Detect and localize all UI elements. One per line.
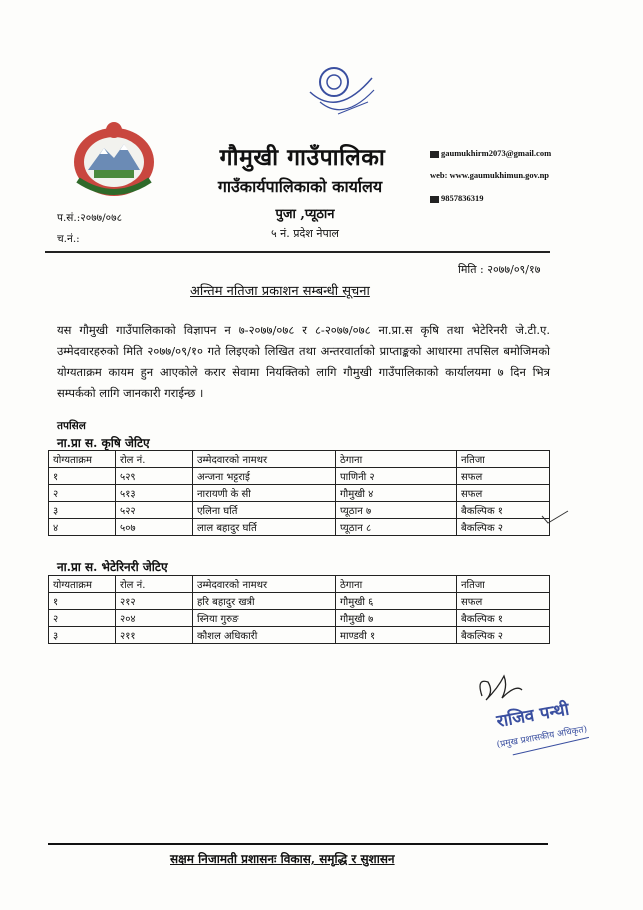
cell-result: सफल [457, 485, 550, 502]
cell-address: पाणिनी २ [336, 468, 457, 485]
cell-name: हरि बहादुर खत्री [193, 593, 336, 610]
municipality-name: गौमुखी गाउँपालिका [219, 144, 386, 171]
cell-result: सफल [457, 593, 550, 610]
header-name: उम्मेदवारको नामथर [193, 576, 336, 593]
cell-rank: ३ [49, 627, 116, 644]
cell-address: गौमुखी ४ [336, 485, 457, 502]
signature-stamp [468, 670, 608, 770]
section-title-veterinary: ना.प्रा स. भेटेरिनरी जेटिए [57, 560, 168, 574]
cell-name: स्निया गुरुङ [193, 610, 336, 627]
cell-rank: १ [49, 593, 116, 610]
footer-divider [48, 843, 548, 845]
reference-number: प.सं.:२०७७/०७८ [57, 212, 123, 224]
cell-name: अन्जना भट्टराई [193, 468, 336, 485]
table-row [49, 519, 550, 536]
cell-result: बैकल्पिक २ [457, 627, 550, 644]
result-table-agriculture [48, 450, 550, 536]
phone-icon [430, 196, 439, 203]
contact-web: web: www.gaumukhimun.gov.np [430, 170, 550, 180]
cell-result: बैकल्पिक १ [457, 610, 550, 627]
cell-result: बैकल्पिक २ [457, 519, 550, 536]
cell-rank: ४ [49, 519, 116, 536]
table-header-row [49, 576, 550, 593]
office-province: ५ नं. प्रदेश नेपाल [270, 227, 340, 240]
tick-mark-icon [540, 508, 570, 526]
cell-roll: ५०७ [116, 519, 193, 536]
cell-roll: २०४ [116, 610, 193, 627]
header-result: नतिजा [457, 576, 550, 593]
footer-slogan: सक्षम निजामती प्रशासनः विकास, समृद्धि र सुशासन [170, 852, 395, 866]
cell-roll: २११ [116, 627, 193, 644]
cell-rank: ३ [49, 502, 116, 519]
table-row [49, 627, 550, 644]
notice-subject: अन्तिम नतिजा प्रकाशन सम्बन्धी सूचना [190, 284, 370, 299]
cell-address: प्यूठान ८ [336, 519, 457, 536]
office-name: गाउँकार्यपालिकाको कार्यालय [217, 177, 383, 196]
header-rank: योग्यताक्रम [49, 576, 116, 593]
email-text: gaumukhirm2073@gmail.com [441, 148, 552, 158]
cell-rank: २ [49, 485, 116, 502]
signatory-title: (प्रमुख प्रशासकीय अधिकृत) [496, 724, 588, 751]
nepal-emblem-icon [66, 118, 162, 200]
notice-date: मिति : २०७७/०९/१७ [458, 263, 541, 276]
table-row [49, 485, 550, 502]
header-roll: रोल नं. [116, 451, 193, 468]
office-place: पुजा ,प्यूठान [275, 207, 335, 222]
mail-icon [430, 151, 439, 158]
cell-result: सफल [457, 468, 550, 485]
result-table-veterinary [48, 575, 550, 644]
cell-roll: ५२२ [116, 502, 193, 519]
table-row [49, 502, 550, 519]
cell-address: माण्डवी १ [336, 627, 457, 644]
header-name: उम्मेदवारको नामथर [193, 451, 336, 468]
signatory-name: राजिव पन्थी [495, 699, 571, 732]
contact-email [430, 148, 551, 158]
header-address: ठेगाना [336, 451, 457, 468]
notice-body: यस गौमुखी गाउँपालिकाको विज्ञापन न ७-२०७७/०७८ र ८-२०७७/०७८ ना.प्रा.स कृषि तथा भेटेरिनरी जे.टी.ए. उम्मेदवारहरुको मिति २०७७/०९/१० गते लिइएको लिखित तथा अन्तरवार्ताको प्राप्ताङ्कको आधारमा तपसिल बमोजिमको योग्यताक्रम कायम हुन आएकोले करार सेवामा नियक्तिको लागि गौमुखी गाउँपालिकाको कार्यालयमा ७ दिन भित्र सम्पर्कको लागि जानकारी गराईन्छ । [57, 323, 550, 400]
cell-address: गौमुखी ७ [336, 610, 457, 627]
contact-phone [430, 193, 484, 203]
tapasil-label: तपसिल [57, 420, 86, 432]
header-roll: रोल नं. [116, 576, 193, 593]
table-row [49, 610, 550, 627]
cell-address: गौमुखी ६ [336, 593, 457, 610]
header-rank: योग्यताक्रम [49, 451, 116, 468]
office-stamp-icon [298, 58, 382, 128]
header-address: ठेगाना [336, 576, 457, 593]
cell-name: लाल बहादुर घर्ति [193, 519, 336, 536]
table-row [49, 593, 550, 610]
table-row [49, 468, 550, 485]
cell-rank: २ [49, 610, 116, 627]
cell-name: नारायणी के सी [193, 485, 336, 502]
cell-roll: ५२९ [116, 468, 193, 485]
header-result: नतिजा [457, 451, 550, 468]
cell-roll: २१२ [116, 593, 193, 610]
header-divider [45, 251, 550, 253]
section-title-agriculture: ना.प्रा स. कृषि जेटिए [57, 436, 150, 450]
cell-address: प्यूठान ७ [336, 502, 457, 519]
cell-result: बैकल्पिक १ [457, 502, 550, 519]
cell-rank: १ [49, 468, 116, 485]
table-header-row [49, 451, 550, 468]
dispatch-number: च.नं.: [57, 233, 80, 245]
cell-roll: ५१३ [116, 485, 193, 502]
cell-name: एलिना घर्ति [193, 502, 336, 519]
phone-text: 9857836319 [441, 193, 484, 203]
cell-name: कौशल अधिकारी [193, 627, 336, 644]
